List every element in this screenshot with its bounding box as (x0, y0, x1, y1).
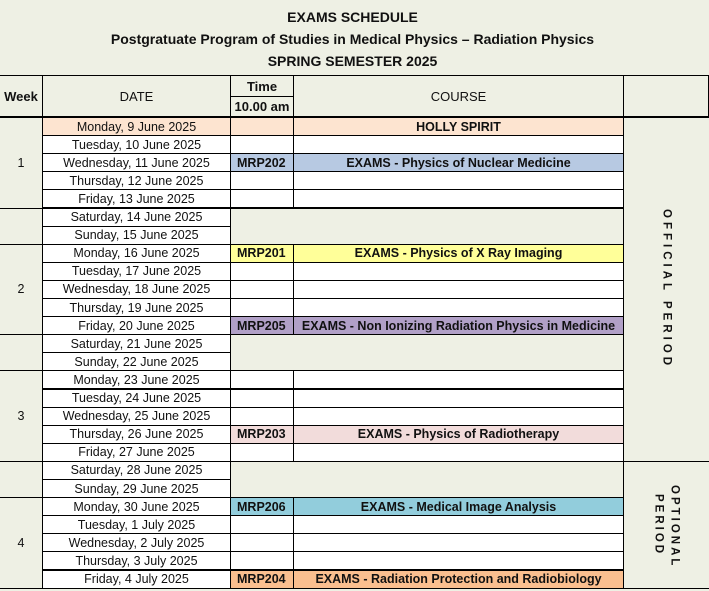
course-code-cell (230, 407, 294, 426)
week-number-cell: 4 (0, 497, 43, 589)
weekend-week-cell (0, 461, 43, 498)
official-period-cell (623, 117, 709, 462)
date-cell: Sunday, 29 June 2025 (42, 479, 231, 498)
weekend-week-cell (0, 208, 43, 245)
course-code-cell (230, 443, 294, 462)
date-cell: Saturday, 28 June 2025 (42, 461, 231, 480)
date-cell: Friday, 20 June 2025 (42, 316, 231, 335)
course-code-cell: MRP202 (230, 153, 294, 172)
course-code-cell (230, 389, 294, 408)
date-cell: Friday, 4 July 2025 (42, 570, 231, 589)
course-name-cell: EXAMS - Physics of Radiotherapy (293, 425, 624, 444)
course-name-cell (293, 533, 624, 552)
date-cell: Monday, 16 June 2025 (42, 244, 231, 263)
date-cell: Thursday, 19 June 2025 (42, 298, 231, 317)
date-cell: Thursday, 12 June 2025 (42, 171, 231, 190)
course-name-cell: EXAMS - Physics of Nuclear Medicine (293, 153, 624, 172)
week-number-cell: 2 (0, 244, 43, 336)
course-name-cell: HOLLY SPIRIT (293, 117, 624, 136)
date-cell: Tuesday, 24 June 2025 (42, 389, 231, 408)
course-code-cell (230, 189, 294, 208)
date-cell: Saturday, 14 June 2025 (42, 208, 231, 227)
date-cell: Tuesday, 1 July 2025 (42, 515, 231, 534)
course-name-cell (293, 171, 624, 190)
date-cell: Thursday, 26 June 2025 (42, 425, 231, 444)
optional-period-label: OPTIONAL PERIOD (652, 484, 681, 569)
date-cell: Monday, 23 June 2025 (42, 370, 231, 389)
course-code-cell (230, 280, 294, 299)
course-code-cell (230, 515, 294, 534)
date-cell: Friday, 13 June 2025 (42, 189, 231, 208)
period-header (623, 75, 709, 117)
date-cell: Monday, 9 June 2025 (42, 117, 231, 136)
date-cell: Saturday, 21 June 2025 (42, 334, 231, 353)
course-name-cell: EXAMS - Non Ionizing Radiation Physics in Medicine (293, 316, 624, 335)
date-cell: Wednesday, 2 July 2025 (42, 533, 231, 552)
course-code-cell: MRP201 (230, 244, 294, 263)
week-header: Week (0, 75, 43, 117)
course-code-cell: MRP203 (230, 425, 294, 444)
course-code-cell (230, 551, 294, 570)
date-cell: Wednesday, 11 June 2025 (42, 153, 231, 172)
date-cell: Sunday, 15 June 2025 (42, 226, 231, 245)
optional-period-cell (623, 461, 709, 589)
date-cell: Wednesday, 18 June 2025 (42, 280, 231, 299)
course-name-cell: EXAMS - Medical Image Analysis (293, 497, 624, 516)
course-code-cell (230, 135, 294, 154)
program-title: Postgratuate Program of Studies in Medical Physics – Radiation Physics (110, 31, 595, 47)
weekend-blank-cell (230, 334, 624, 371)
course-name-cell: EXAMS - Physics of X Ray Imaging (293, 244, 624, 263)
course-code-cell (230, 262, 294, 281)
week-number-cell: 3 (0, 370, 43, 462)
course-name-cell (293, 515, 624, 534)
weekend-week-cell (0, 334, 43, 371)
course-code-cell: MRP205 (230, 316, 294, 335)
date-header: DATE (42, 75, 231, 117)
course-name-cell (293, 189, 624, 208)
exam-schedule-table (0, 75, 709, 589)
course-name-cell (293, 280, 624, 299)
course-code-cell: MRP206 (230, 497, 294, 516)
course-code-cell (230, 171, 294, 190)
course-code-cell (230, 298, 294, 317)
date-cell: Wednesday, 25 June 2025 (42, 407, 231, 426)
course-name-cell (293, 389, 624, 408)
course-code-cell (230, 533, 294, 552)
date-cell: Tuesday, 10 June 2025 (42, 135, 231, 154)
course-name-cell (293, 443, 624, 462)
date-cell: Tuesday, 17 June 2025 (42, 262, 231, 281)
date-cell: Thursday, 3 July 2025 (42, 551, 231, 570)
course-name-cell (293, 370, 624, 389)
time-header: Time (230, 75, 294, 97)
course-code-cell: MRP204 (230, 570, 294, 589)
time-value-header: 10.00 am (230, 96, 294, 117)
course-name-cell (293, 298, 624, 317)
course-code-cell (230, 370, 294, 389)
course-name-cell: EXAMS - Radiation Protection and Radiobiology (293, 570, 624, 589)
course-header: COURSE (293, 75, 624, 117)
course-code-cell (230, 117, 294, 136)
semester-title: SPRING SEMESTER 2025 (267, 53, 438, 69)
course-name-cell (293, 551, 624, 570)
course-name-cell (293, 262, 624, 281)
schedule-title: EXAMS SCHEDULE (287, 9, 418, 25)
official-period-label: OFFICIAL PERIOD (660, 209, 673, 370)
date-cell: Monday, 30 June 2025 (42, 497, 231, 516)
schedule-title-block (0, 0, 705, 75)
weekend-blank-cell (230, 208, 624, 245)
week-number-cell: 1 (0, 117, 43, 209)
weekend-blank-cell (230, 461, 624, 498)
date-cell: Sunday, 22 June 2025 (42, 352, 231, 371)
course-name-cell (293, 407, 624, 426)
date-cell: Friday, 27 June 2025 (42, 443, 231, 462)
course-name-cell (293, 135, 624, 154)
